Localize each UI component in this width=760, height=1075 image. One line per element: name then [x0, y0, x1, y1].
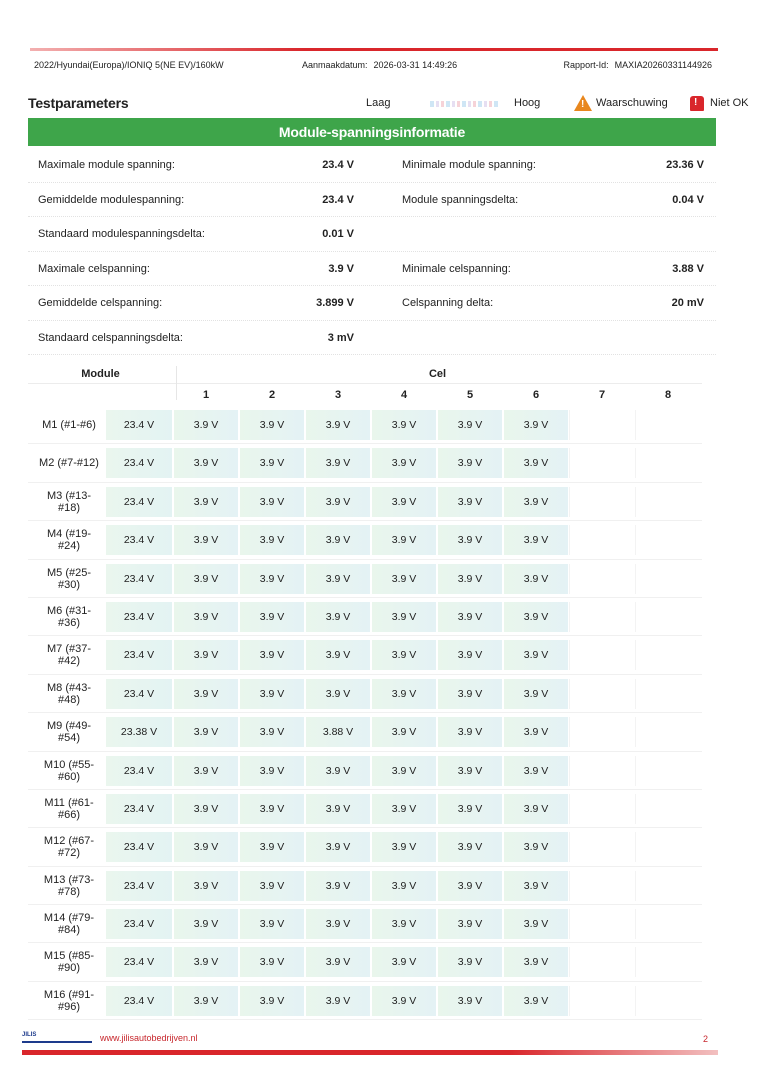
cell-voltage: 3.9 V [239, 640, 304, 670]
cell-voltage: 3.9 V [173, 525, 238, 555]
cell-voltage: 3.9 V [437, 909, 502, 939]
cell-voltage: 3.9 V [239, 909, 304, 939]
cell-voltage: 3.9 V [173, 640, 238, 670]
cell-voltage: 3.9 V [239, 448, 304, 478]
cell-voltage: 3.9 V [239, 986, 304, 1016]
cell-voltage: 3.9 V [173, 909, 238, 939]
module-voltage: 23.4 V [106, 871, 172, 901]
table-row [28, 521, 702, 559]
module-voltage: 23.4 V [106, 909, 172, 939]
cell-voltage: 3.9 V [239, 871, 304, 901]
table-row [28, 905, 702, 943]
info-row [28, 321, 716, 356]
empty-cell [569, 909, 634, 939]
module-voltage: 23.4 V [106, 640, 172, 670]
top-accent-rule [30, 48, 718, 51]
info-label: Module spanningsdelta: [402, 193, 519, 206]
empty-cell [569, 448, 634, 478]
module-name: M2 (#7-#12) [39, 457, 99, 470]
cell-voltage: 3.9 V [437, 602, 502, 632]
cell-voltage: 3.9 V [437, 986, 502, 1016]
cell-voltage: 3.9 V [239, 410, 304, 440]
empty-cell [635, 794, 700, 824]
cell-voltage: 3.9 V [437, 832, 502, 862]
module-name: M3 (#13-#18) [46, 489, 92, 514]
info-label: Maximale celspanning: [38, 262, 150, 275]
table-row [28, 713, 702, 751]
table-row [28, 483, 702, 521]
cell-voltage: 3.9 V [371, 487, 436, 517]
table-row [28, 752, 702, 790]
info-label: Maximale module spanning: [38, 159, 175, 171]
info-value: 3 mV [327, 331, 354, 344]
cell-voltage: 3.9 V [239, 602, 304, 632]
table-row [28, 828, 702, 866]
empty-cell [635, 602, 700, 632]
vehicle-info: 2022/Hyundai(Europa)/IONIQ 5(NE EV)/160kW [34, 60, 224, 70]
cell-voltage: 3.9 V [173, 448, 238, 478]
cell-voltage: 3.9 V [371, 525, 436, 555]
cell-voltage: 3.9 V [305, 602, 370, 632]
cell-voltage: 3.9 V [503, 410, 568, 440]
info-value: 0.01 V [322, 228, 354, 240]
report-id-label: Rapport-Id: [563, 60, 609, 70]
table-body [28, 406, 702, 1020]
module-name: M12 (#67-#72) [43, 835, 95, 860]
info-label: Celspanning delta: [402, 297, 494, 309]
empty-cell [569, 564, 634, 594]
info-row [28, 183, 716, 218]
cell-voltage: 3.9 V [437, 640, 502, 670]
legend-scale-bar [430, 101, 500, 107]
report-id-value: MAXIA20260331144926 [614, 60, 712, 70]
info-value: 23.36 V [666, 159, 704, 171]
module-name: M11 (#61-#66) [44, 796, 94, 821]
cell-voltage: 3.9 V [305, 832, 370, 862]
cell-voltage: 3.9 V [173, 602, 238, 632]
cell-number-header: 8 [664, 389, 672, 401]
cell-voltage: 3.9 V [305, 794, 370, 824]
module-name: M14 (#79-#84) [43, 912, 95, 937]
cell-voltage: 3.9 V [371, 679, 436, 709]
cell-voltage: 3.9 V [239, 756, 304, 786]
table-row [28, 867, 702, 905]
cell-number-header: 1 [202, 389, 210, 401]
info-value: 3.9 V [328, 262, 354, 275]
cell-voltage: 3.9 V [305, 909, 370, 939]
info-row [28, 148, 716, 183]
creation-date-label: Aanmaakdatum: [302, 60, 368, 70]
cell-number-header: 4 [400, 389, 408, 401]
cell-voltage: 3.9 V [305, 640, 370, 670]
info-value: 20 mV [671, 297, 704, 309]
cell-voltage: 3.9 V [503, 640, 568, 670]
empty-cell [569, 640, 634, 670]
testparameters-title: Testparameters [28, 95, 129, 111]
cell-voltage: 3.9 V [371, 986, 436, 1016]
empty-cell [569, 871, 634, 901]
cell-voltage: 3.9 V [305, 756, 370, 786]
empty-cell [635, 832, 700, 862]
module-voltage: 23.4 V [106, 947, 172, 977]
table-row [28, 598, 702, 636]
info-label: Minimale module spanning: [402, 159, 536, 171]
empty-cell [635, 525, 700, 555]
empty-cell [635, 448, 700, 478]
empty-cell [569, 832, 634, 862]
cell-voltage: 3.9 V [503, 679, 568, 709]
cell-voltage: 3.9 V [371, 909, 436, 939]
cell-voltage: 3.9 V [437, 794, 502, 824]
cell-voltage: 3.9 V [503, 525, 568, 555]
legend-low-label: Laag [366, 97, 391, 109]
cell-voltage: 3.9 V [503, 871, 568, 901]
info-row [28, 252, 716, 287]
cell-voltage: 3.9 V [239, 832, 304, 862]
cell-voltage: 3.9 V [437, 717, 502, 747]
cell-voltage: 3.9 V [503, 986, 568, 1016]
cell-voltage: 3.9 V [305, 410, 370, 440]
cell-voltage: 3.9 V [239, 947, 304, 977]
cell-voltage: 3.9 V [239, 717, 304, 747]
empty-cell [635, 564, 700, 594]
legend-notok-label: Niet OK [710, 97, 749, 109]
cell-voltage: 3.88 V [305, 717, 370, 747]
info-row [28, 217, 716, 252]
empty-cell [635, 679, 700, 709]
cell-voltage: 3.9 V [503, 909, 568, 939]
alarm-light-icon: ! [690, 96, 704, 111]
cell-voltage: 3.9 V [239, 487, 304, 517]
cell-voltage: 3.9 V [503, 756, 568, 786]
empty-cell [569, 525, 634, 555]
cell-voltage: 3.9 V [371, 794, 436, 824]
warning-triangle-icon: ! [574, 95, 592, 111]
cell-voltage: 3.9 V [437, 947, 502, 977]
cell-voltage: 3.9 V [503, 717, 568, 747]
info-label: Standaard modulespanningsdelta: [38, 228, 205, 240]
cell-voltage: 3.9 V [173, 487, 238, 517]
cell-voltage: 3.9 V [305, 448, 370, 478]
cell-voltage: 3.9 V [371, 640, 436, 670]
testparameters-row [28, 92, 749, 114]
cell-voltage: 3.9 V [239, 794, 304, 824]
module-name: M1 (#1-#6) [42, 419, 96, 431]
empty-cell [635, 909, 700, 939]
cell-voltage: 3.9 V [371, 717, 436, 747]
cell-voltage: 3.9 V [437, 564, 502, 594]
cell-voltage: 3.9 V [371, 602, 436, 632]
module-voltage: 23.4 V [106, 487, 172, 517]
page-footer [22, 1032, 718, 1048]
module-name: M8 (#43-#48) [46, 681, 92, 706]
cell-voltage: 3.9 V [503, 487, 568, 517]
info-value: 23.4 V [322, 193, 354, 206]
cell-voltage: 3.9 V [173, 794, 238, 824]
info-value: 23.4 V [322, 159, 354, 171]
cell-voltage: 3.9 V [305, 679, 370, 709]
empty-cell [569, 947, 634, 977]
cell-voltage: 3.9 V [503, 947, 568, 977]
info-label: Gemiddelde celspanning: [38, 297, 163, 309]
module-voltage: 23.4 V [106, 756, 172, 786]
cell-voltage: 3.9 V [437, 871, 502, 901]
table-row [28, 943, 702, 981]
cell-voltage: 3.9 V [371, 564, 436, 594]
module-voltage: 23.4 V [106, 832, 172, 862]
cell-voltage: 3.9 V [173, 564, 238, 594]
cell-voltage: 3.9 V [239, 679, 304, 709]
module-voltage: 23.4 V [106, 602, 172, 632]
module-name: M13 (#73-#78) [43, 873, 95, 898]
company-logo-text: JILIS [22, 1032, 37, 1038]
creation-date-value: 2026-03-31 14:49:26 [373, 60, 458, 70]
cell-number-header: 2 [268, 389, 276, 401]
table-row [28, 982, 702, 1020]
info-value: 3.88 V [672, 262, 704, 275]
empty-cell [635, 986, 700, 1016]
module-voltage: 23.38 V [106, 717, 172, 747]
footer-url: www.jilisautobedrijven.nl [100, 1033, 198, 1043]
report-id [564, 60, 712, 70]
info-label: Minimale celspanning: [402, 262, 511, 275]
info-value: 0.04 V [672, 193, 704, 206]
company-logo [22, 1033, 92, 1043]
module-name: M7 (#37-#42) [46, 643, 92, 668]
table-row [28, 636, 702, 674]
cell-voltage: 3.9 V [371, 947, 436, 977]
module-name: M4 (#19-#24) [46, 528, 92, 553]
empty-cell [635, 640, 700, 670]
cell-voltage: 3.9 V [503, 794, 568, 824]
table-row [28, 560, 702, 598]
page-number: 2 [702, 1034, 708, 1044]
info-label: Gemiddelde modulespanning: [38, 193, 185, 206]
cell-number-header: 6 [532, 389, 540, 401]
bottom-accent-rule [22, 1050, 718, 1055]
cell-voltage: 3.9 V [437, 525, 502, 555]
module-voltage: 23.4 V [106, 986, 172, 1016]
cell-voltage: 3.9 V [371, 871, 436, 901]
cell-voltage: 3.9 V [173, 717, 238, 747]
module-voltage: 23.4 V [106, 679, 172, 709]
cell-column-header: Cel [428, 368, 447, 380]
info-value: 3.899 V [316, 297, 354, 309]
module-voltage: 23.4 V [106, 525, 172, 555]
cell-number-header-row [28, 384, 702, 406]
cell-voltage: 3.9 V [173, 832, 238, 862]
cell-voltage: 3.9 V [437, 410, 502, 440]
module-name: M9 (#49-#54) [46, 720, 92, 745]
module-voltage: 23.4 V [106, 448, 172, 478]
table-header-groups [28, 362, 702, 384]
cell-voltage: 3.9 V [437, 448, 502, 478]
cell-voltage: 3.9 V [239, 564, 304, 594]
empty-cell [635, 756, 700, 786]
empty-cell [635, 947, 700, 977]
info-row [28, 286, 716, 321]
module-column-header: Module [81, 368, 120, 380]
section-banner: Module-spanningsinformatie [28, 118, 716, 146]
table-row [28, 790, 702, 828]
cell-voltage: 3.9 V [173, 679, 238, 709]
cell-voltage: 3.9 V [503, 564, 568, 594]
cell-voltage: 3.9 V [173, 986, 238, 1016]
module-voltage: 23.4 V [106, 410, 172, 440]
empty-cell [569, 410, 634, 440]
table-row [28, 675, 702, 713]
cell-voltage: 3.9 V [305, 487, 370, 517]
empty-cell [569, 717, 634, 747]
module-voltage: 23.4 V [106, 794, 172, 824]
cell-voltage: 3.9 V [173, 871, 238, 901]
cell-voltage: 3.9 V [371, 448, 436, 478]
cell-voltage: 3.9 V [503, 448, 568, 478]
info-label: Standaard celspanningsdelta: [38, 331, 183, 344]
module-name: M16 (#91-#96) [43, 988, 95, 1013]
report-header [34, 60, 712, 74]
cell-voltage: 3.9 V [437, 679, 502, 709]
empty-cell [569, 986, 634, 1016]
empty-cell [635, 871, 700, 901]
cell-voltage: 3.9 V [173, 756, 238, 786]
cell-voltage: 3.9 V [371, 832, 436, 862]
legend-high-label: Hoog [514, 97, 541, 109]
empty-cell [635, 487, 700, 517]
cell-voltage: 3.9 V [305, 564, 370, 594]
cell-number-header: 5 [466, 389, 474, 401]
cell-voltage: 3.9 V [371, 756, 436, 786]
empty-cell [569, 679, 634, 709]
module-voltage: 23.4 V [106, 564, 172, 594]
cell-voltage: 3.9 V [305, 871, 370, 901]
cell-number-header: 3 [334, 389, 342, 401]
empty-cell [569, 487, 634, 517]
cell-voltage: 3.9 V [305, 525, 370, 555]
creation-date [302, 60, 457, 70]
cell-number-header: 7 [598, 389, 606, 401]
cell-voltage: 3.9 V [173, 410, 238, 440]
cell-voltage: 3.9 V [437, 487, 502, 517]
cell-voltage: 3.9 V [437, 756, 502, 786]
empty-cell [569, 756, 634, 786]
module-name: M15 (#85-#90) [43, 950, 95, 975]
empty-cell [569, 602, 634, 632]
module-name: M6 (#31-#36) [46, 604, 92, 629]
cell-voltage-table [28, 362, 702, 1020]
cell-voltage: 3.9 V [503, 832, 568, 862]
legend-warning-label: Waarschuwing [596, 97, 668, 109]
empty-cell [569, 794, 634, 824]
table-row [28, 406, 702, 444]
cell-voltage: 3.9 V [173, 947, 238, 977]
module-name: M5 (#25-#30) [46, 566, 92, 591]
voltage-summary [28, 148, 716, 355]
module-name: M10 (#55-#60) [43, 758, 95, 783]
cell-voltage: 3.9 V [239, 525, 304, 555]
table-row [28, 444, 702, 482]
empty-cell [635, 410, 700, 440]
cell-voltage: 3.9 V [305, 986, 370, 1016]
cell-voltage: 3.9 V [371, 410, 436, 440]
cell-voltage: 3.9 V [503, 602, 568, 632]
cell-voltage: 3.9 V [305, 947, 370, 977]
empty-cell [635, 717, 700, 747]
